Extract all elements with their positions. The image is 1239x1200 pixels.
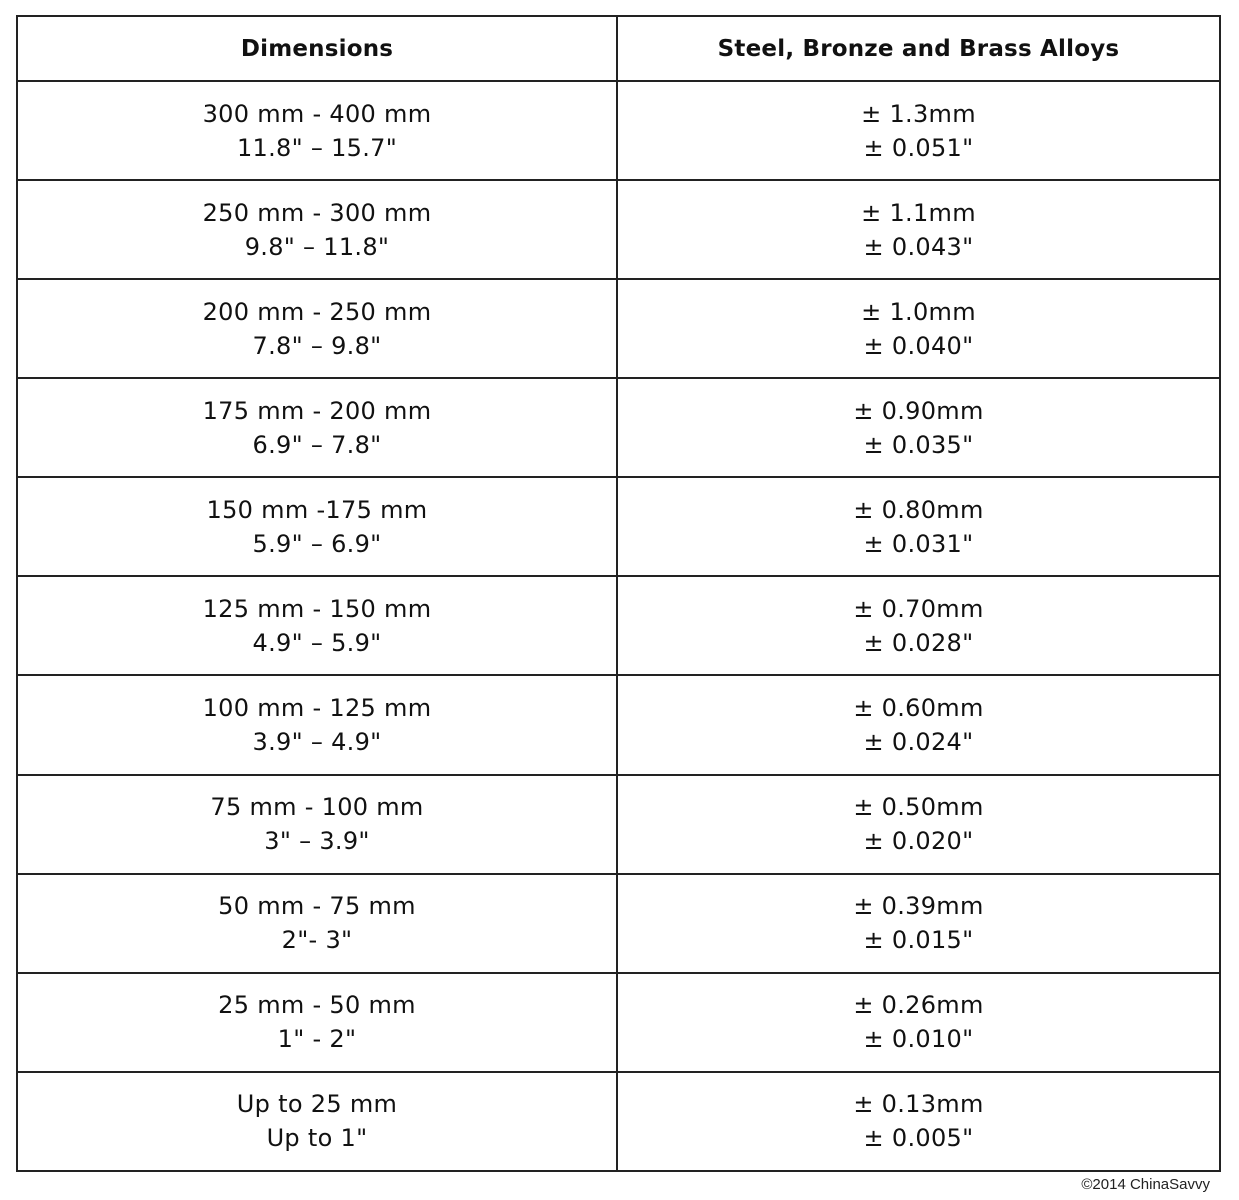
dimension-inch: 5.9" – 6.9": [252, 529, 382, 558]
dimension-cell: [17, 675, 617, 774]
table-row: [17, 279, 1220, 378]
dimension-inch: Up to 1": [266, 1124, 368, 1153]
table-row: [17, 1072, 1220, 1171]
table-row: [17, 378, 1220, 477]
copyright-notice: ©2014 ChinaSavvy: [1081, 1176, 1210, 1193]
tolerance-mm: ± 0.90mm: [853, 396, 984, 425]
tolerance-cell: [617, 477, 1220, 576]
tolerance-cell: [617, 279, 1220, 378]
table-row: [17, 874, 1220, 973]
tolerance-inch: ± 0.020": [863, 827, 974, 856]
tolerance-inch: ± 0.043": [863, 232, 974, 261]
dimension-inch: 6.9" – 7.8": [252, 430, 382, 459]
table-row: [17, 973, 1220, 1072]
tolerance-cell: [617, 675, 1220, 774]
tolerance-cell: [617, 973, 1220, 1072]
tolerance-mm: ± 1.0mm: [861, 297, 976, 326]
tolerance-mm: ± 0.50mm: [853, 793, 984, 822]
dimension-cell: [17, 81, 617, 180]
dimension-mm: 300 mm - 400 mm: [202, 99, 432, 128]
table-row: [17, 477, 1220, 576]
tolerance-cell: [617, 576, 1220, 675]
dimension-mm: 50 mm - 75 mm: [218, 892, 416, 921]
dimension-cell: [17, 576, 617, 675]
dimension-mm: 100 mm - 125 mm: [202, 694, 432, 722]
tolerance-inch: ± 0.005": [863, 1124, 974, 1153]
tolerance-inch: ± 0.040": [863, 331, 974, 360]
tolerance-cell: [617, 1072, 1220, 1171]
dimension-cell: [17, 1072, 617, 1171]
tolerance-mm: ± 0.39mm: [853, 892, 984, 921]
header-dimensions: Dimensions: [17, 16, 617, 81]
dimension-inch: 3.9" – 4.9": [252, 728, 382, 756]
tolerance-inch: ± 0.010": [863, 1025, 974, 1054]
dimension-inch: 11.8" – 15.7": [236, 133, 398, 162]
tolerance-mm: ± 0.13mm: [853, 1090, 984, 1119]
tolerance-mm: ± 1.1mm: [861, 198, 976, 227]
dimension-cell: [17, 775, 617, 874]
dimension-inch: 4.9" – 5.9": [252, 628, 382, 657]
dimension-cell: [17, 973, 617, 1072]
tolerance-table: [16, 15, 1221, 1172]
dimension-inch: 9.8" – 11.8": [244, 232, 390, 261]
table-row: [17, 576, 1220, 675]
tolerance-cell: [617, 874, 1220, 973]
tolerance-mm: ± 0.70mm: [853, 594, 984, 623]
table-row: [17, 81, 1220, 180]
dimension-cell: [17, 378, 617, 477]
dimension-inch: 3" – 3.9": [264, 827, 370, 856]
dimension-mm: Up to 25 mm: [236, 1090, 398, 1119]
dimension-mm: 175 mm - 200 mm: [202, 396, 432, 425]
tolerance-mm: ± 1.3mm: [861, 99, 976, 128]
dimension-mm: 125 mm - 150 mm: [202, 594, 432, 623]
dimension-mm: 150 mm -175 mm: [206, 495, 428, 524]
tolerance-cell: [617, 378, 1220, 477]
dimension-mm: 200 mm - 250 mm: [202, 297, 432, 326]
tolerance-inch: ± 0.035": [863, 430, 974, 459]
tolerance-inch: ± 0.028": [863, 628, 974, 657]
tolerance-inch: ± 0.031": [863, 529, 974, 558]
tolerance-cell: [617, 180, 1220, 279]
dimension-cell: [17, 477, 617, 576]
table-row: [17, 180, 1220, 279]
table-row: [17, 775, 1220, 874]
tolerance-inch: ± 0.051": [863, 133, 974, 162]
tolerance-inch: ± 0.015": [863, 926, 974, 955]
dimension-inch: 7.8" – 9.8": [252, 331, 382, 360]
tolerance-cell: [617, 775, 1220, 874]
dimension-inch: 2"- 3": [281, 926, 353, 955]
dimension-mm: 25 mm - 50 mm: [218, 991, 416, 1020]
tolerance-cell: [617, 81, 1220, 180]
header-tolerance: Steel, Bronze and Brass Alloys: [617, 16, 1220, 81]
dimension-inch: 1" - 2": [277, 1025, 357, 1054]
table-row: [17, 675, 1220, 774]
header-row: [17, 16, 1220, 81]
dimension-mm: 75 mm - 100 mm: [210, 793, 424, 822]
dimension-cell: [17, 180, 617, 279]
dimension-mm: 250 mm - 300 mm: [202, 198, 432, 227]
dimension-cell: [17, 874, 617, 973]
tolerance-mm: ± 0.80mm: [853, 495, 984, 524]
tolerance-inch: ± 0.024": [863, 728, 974, 756]
tolerance-mm: ± 0.26mm: [853, 991, 984, 1020]
dimension-cell: [17, 279, 617, 378]
tolerance-mm: ± 0.60mm: [853, 694, 984, 722]
